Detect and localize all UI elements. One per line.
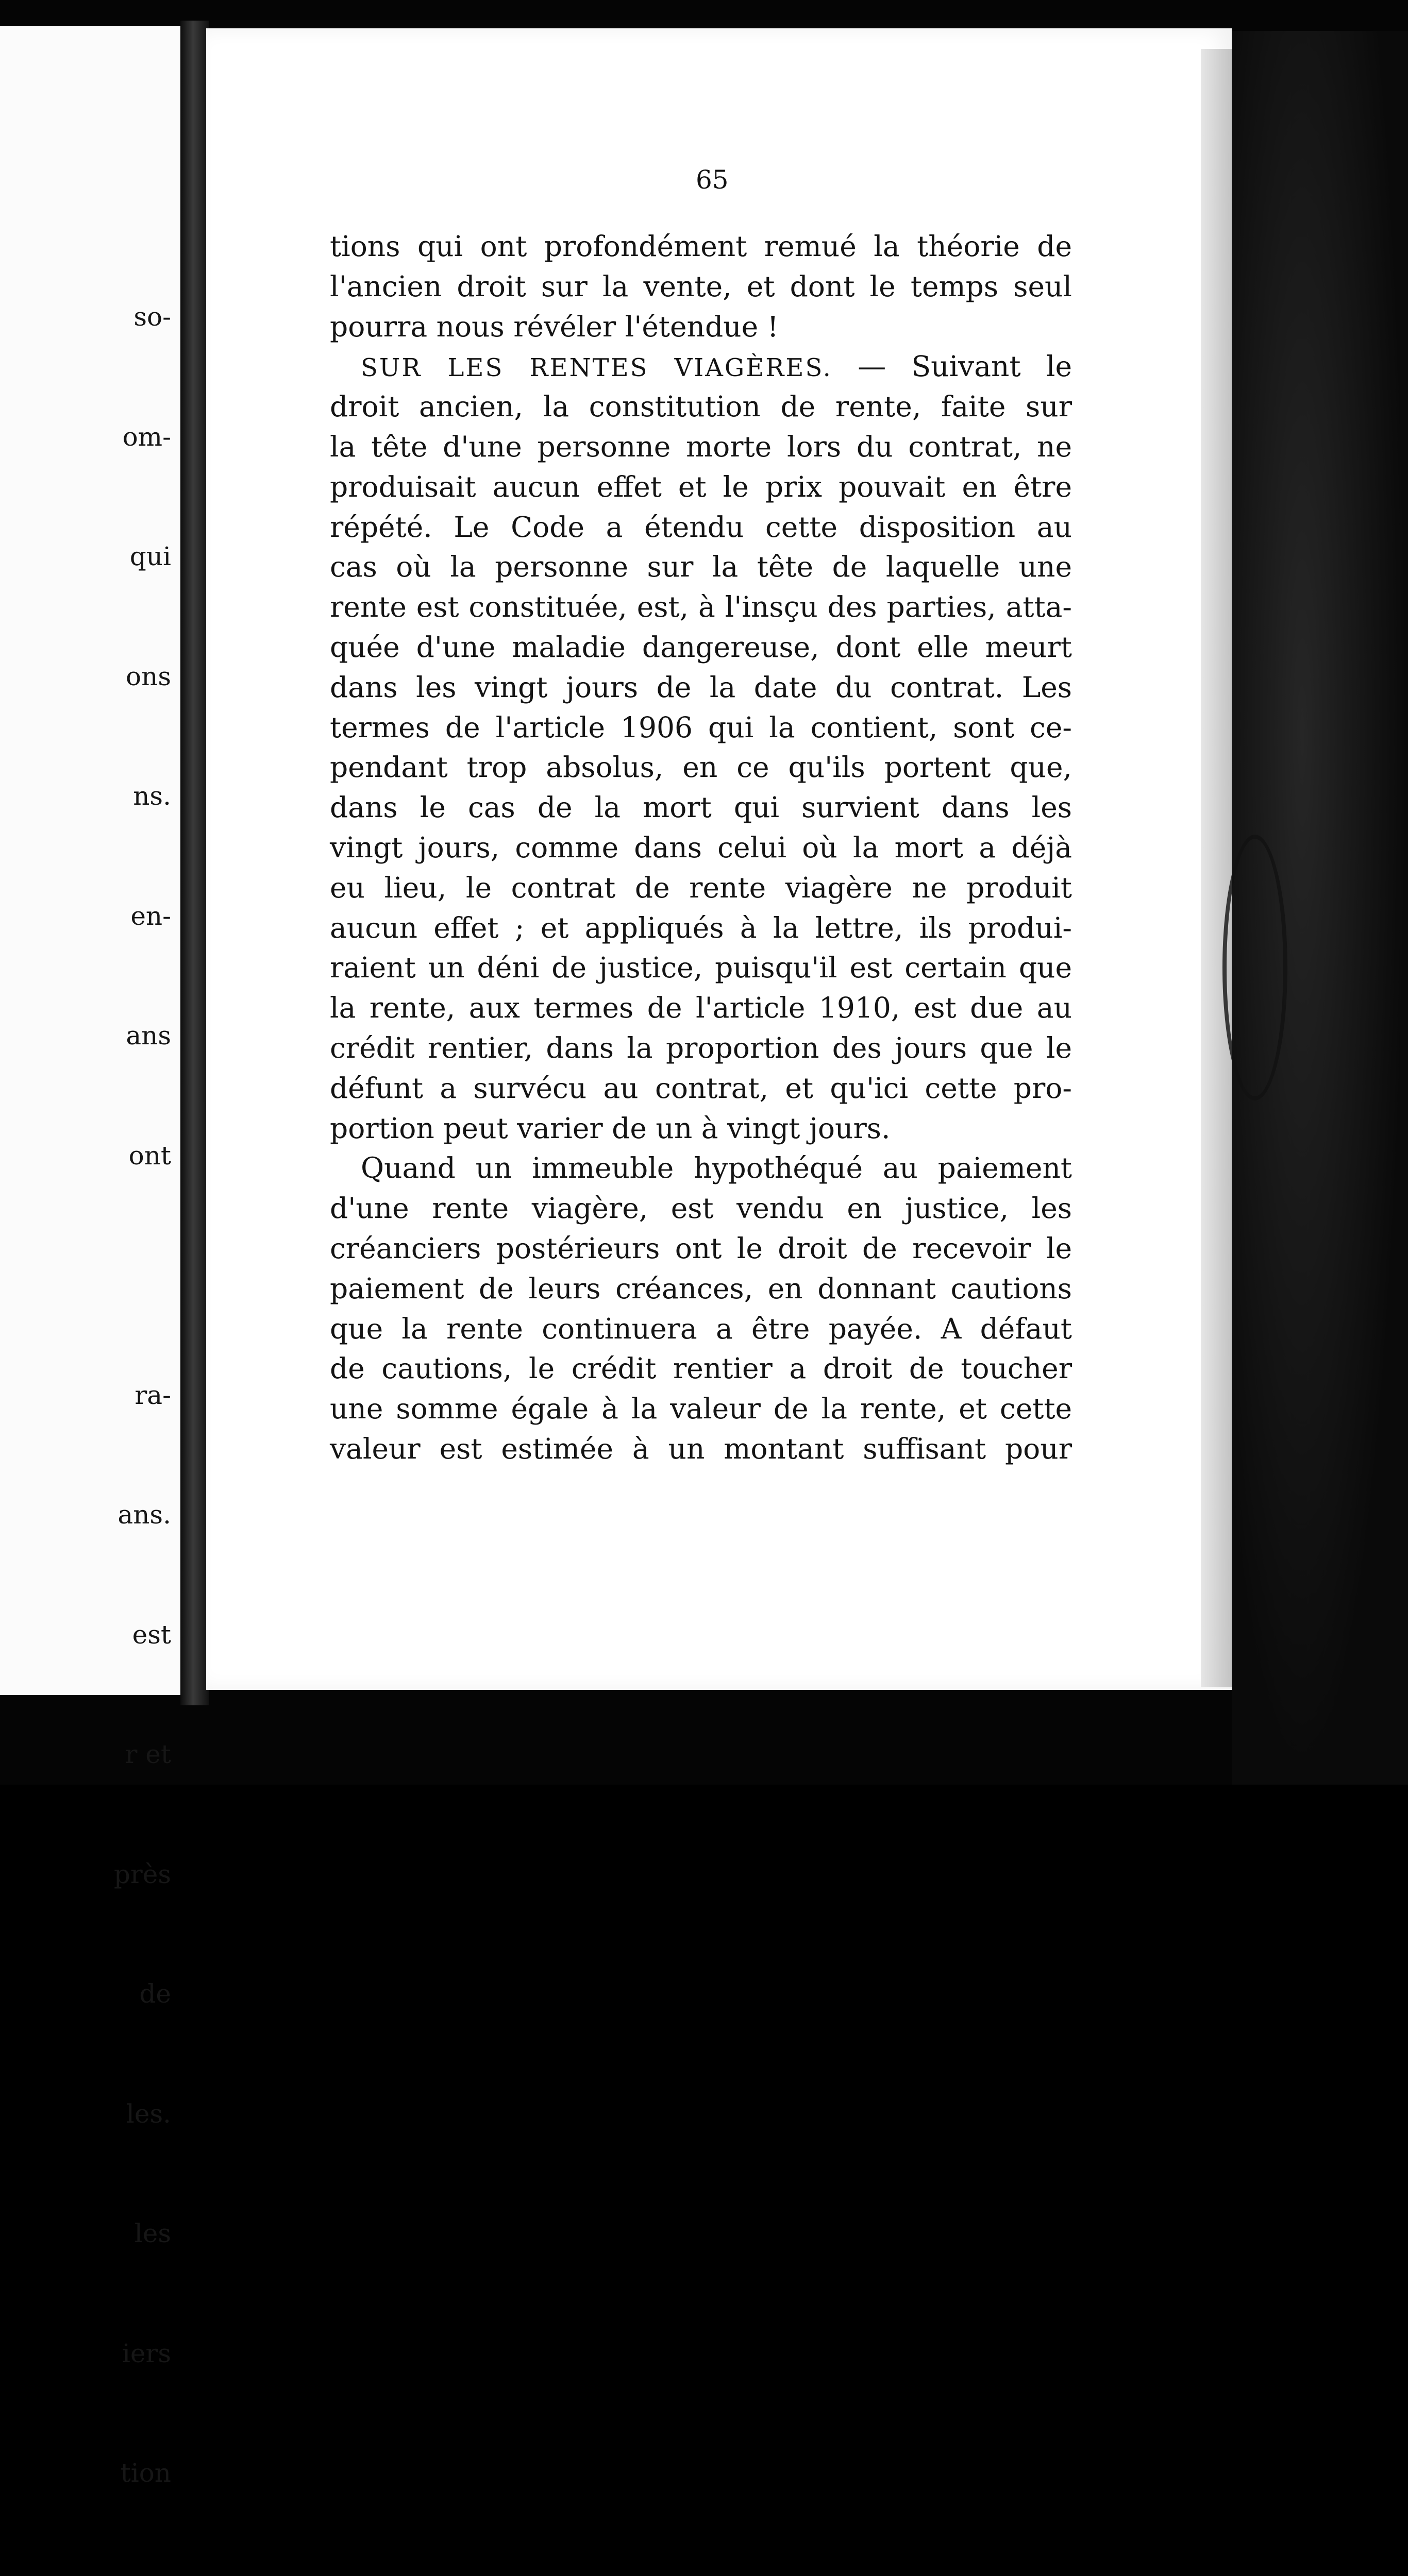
section-heading: SUR LES RENTES VIAGÈRES. [361,353,832,382]
left-fragment-line [104,1256,171,1296]
left-fragment-line: ans [104,1016,171,1056]
left-fragment-line: ons [104,657,171,697]
left-fragment-line: ra- [104,1376,171,1416]
left-fragment-line: les [104,2214,171,2254]
text-line: portion peut varier de un à vingt jours. [330,1109,1072,1149]
left-page-text-fragments [104,217,171,2576]
text-line: paiement de leurs créances, en donnant cautions [330,1269,1072,1309]
left-fragment-line: est [104,1615,171,1655]
text-line: d'une rente viagère, est vendu en justice, les [330,1189,1072,1229]
text-line: rente est constituée, est, à l'insçu des parties, atta- [330,587,1072,628]
left-fragment-line [104,2573,171,2576]
text-line: aucun effet ; et appliqués à la lettre, ils produi- [330,908,1072,948]
text-line: que la rente continuera a être payée. A défaut [330,1309,1072,1349]
left-fragment-line: qui [104,537,171,577]
left-fragment-line: ans. [104,1495,171,1535]
library-stamp [1222,835,1287,1100]
text-line: dans le cas de la mort qui survient dans les [330,788,1072,828]
left-fragment-line: r et [104,1735,171,1775]
left-fragment-line: en- [104,896,171,937]
text-line: crédit rentier, dans la proportion des jours que le [330,1028,1072,1069]
text-line: tions qui ont profondément remué la théorie de [330,227,1072,267]
left-fragment-line: tion [104,2453,171,2494]
text-line: pourra nous révéler l'étendue ! [330,307,1072,347]
text-line: eu lieu, le contrat de rente viagère ne produit [330,868,1072,908]
section-heading-line [330,347,1072,387]
text-line: dans les vingt jours de la date du contrat. Les [330,668,1072,708]
text-line: produisait aucun effet et le prix pouvait en être [330,467,1072,507]
left-fragment-line: so- [104,297,171,337]
left-facing-page [0,26,182,1695]
text-line: une somme égale à la valeur de la rente, et cette [330,1389,1072,1429]
left-fragment-line: de [104,1974,171,2014]
text-line: la rente, aux termes de l'article 1910, est due au [330,988,1072,1028]
text-line: défunt a survécu au contrat, et qu'ici cette pro- [330,1069,1072,1109]
page-number: 65 [696,165,729,195]
text-line: la tête d'une personne morte lors du contrat, ne [330,427,1072,467]
page-body-text [330,227,1072,1469]
left-fragment-line: om- [104,417,171,457]
left-fragment-line: ont [104,1136,171,1176]
text-line: l'ancien droit sur la vente, et dont le temps seul [330,267,1072,307]
text-line: créanciers postérieurs ont le droit de recevoir le [330,1229,1072,1269]
text-line: vingt jours, comme dans celui où la mort a déjà [330,828,1072,868]
text-line: valeur est estimée à un montant suffisant pour [330,1429,1072,1469]
book-gutter [180,21,209,1705]
text-line: droit ancien, la constitution de rente, faite sur [330,387,1072,427]
text-line: de cautions, le crédit rentier a droit de toucher [330,1349,1072,1389]
left-fragment-line: ns. [104,776,171,817]
text-line: pendant trop absolus, en ce qu'ils portent que, [330,748,1072,788]
left-fragment-line: près [104,1855,171,1895]
text-line: termes de l'article 1906 qui la contient, sont ce- [330,708,1072,748]
text-line: — Suivant le [858,350,1072,383]
text-line: cas où la personne sur la tête de laquelle une [330,547,1072,587]
text-line: quée d'une maladie dangereuse, dont elle meurt [330,628,1072,668]
text-line: répété. Le Code a étendu cette disposition au [330,507,1072,548]
text-line: Quand un immeuble hypothéqué au paiement [330,1148,1072,1189]
left-fragment-line: les. [104,2094,171,2134]
text-line: raient un déni de justice, puisqu'il est certain que [330,948,1072,988]
left-fragment-line: iers [104,2334,171,2374]
